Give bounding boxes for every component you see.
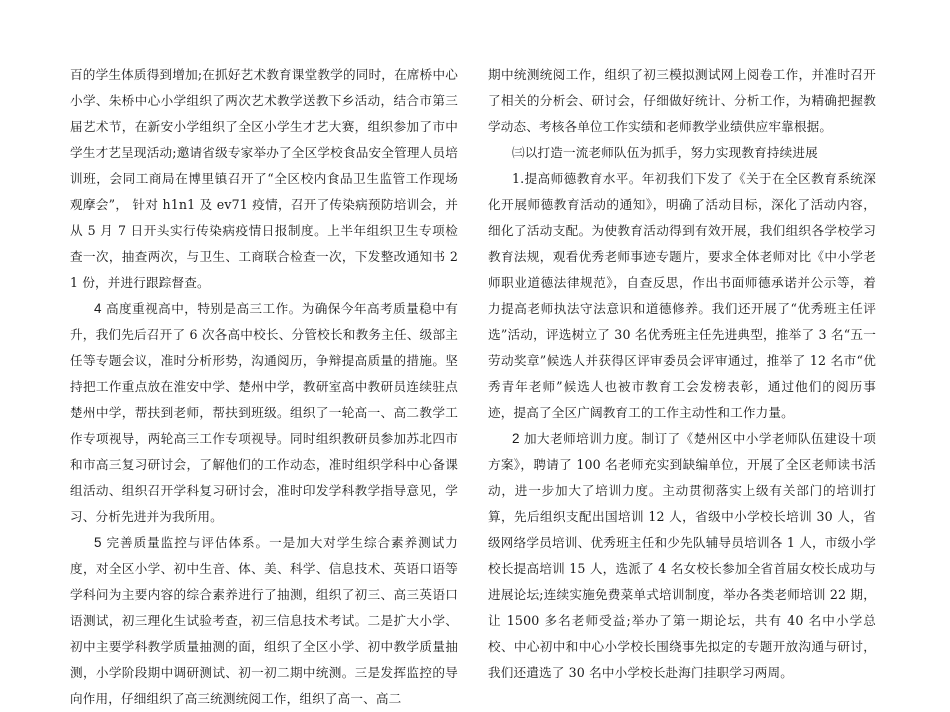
paragraph-item-5 [70, 530, 458, 712]
paragraph-item-2 [488, 426, 876, 686]
section-heading: ㈢以打造一流老师队伍为抓手，努力实现教育持续进展 [512, 145, 818, 160]
paragraph-text: 完善质量监控与评估体系。一是加大对学生综合素养测试力度，对全区小学、初中生音、体、美、科学、信息技术、英语口语等学科问为主要内容的综合素养进行了抽测，组织了初三、高三英语口语测试，初三理化生试验考查，初三信息技术考试。二是扩大小学、初中主要学科教学质量抽测的面，组织了全区小学、初中教学质量抽测，小学阶段期中调研测试、初一初二期中统测。三是发挥监控的导向作用，仔细组织了高三统测统阅工作，组织了高一、高二 [70, 535, 458, 706]
paragraph-item-1: 1.提高师德教育水平。年初我们下发了《关于在全区教育系统深化开展师德教育活动的通知》，明确了活动目标，深化了活动内容，细化了活动支配。为使教育活动得到有效开展，我们组织各学校学习教育法规，观看优秀老师事迹专题片，要求全体老师对比《中小学老师职业道德法律规范》，自查反思，作出书面师德承诺并公示等，着力提高老师执法守法意识和道德修养。我们还开展了“优秀班主任评选”活动，评选树立了 30 名优秀班主任先进典型，推举了 3 名“五一劳动奖章”候选人并获得区评审委员会评审通过，推举了 12 名市“优秀青年老师”候选人也被市教育工会发榜表彰，通过他们的阅历事迹，提高了全区广阔教育工的工作主动性和工作力量。 [488, 171, 876, 420]
right-column [488, 62, 876, 686]
paragraph-continued: 百的学生体质得到增加;在抓好艺术教育课堂教学的同时，在席桥中心小学、朱桥中心小学组织了两次艺术教学送教下乡活动，结合市第三届艺术节，在新安小学组织了全区小学生才艺大赛，组织参加了市中学生才艺呈现活动;邀请省级专家举办了全区学校食品安全管理人员培训班，会同工商局在博里镇召开了“全区校内食品卫生监管工作现场观摩会”， 针对 h1n1 及 ev71 疫情，召开了传染病预防培训会，并从 5 月 7 日开头实行传染病疫情日报制度。上半年组织卫生专项检查一次，抽查两次，与卫生、工商联合检查一次，下发整改通知书 21 份，并进行跟踪督查。 [70, 67, 458, 290]
item-number: 4 [94, 301, 102, 316]
paragraph-continued: 期中统测统阅工作，组织了初三模拟测试网上阅卷工作，并准时召开了相关的分析会、研讨会，仔细做好统计、分析工作，为精确把握教学动态、考核各单位工作实绩和老师教学业绩供应牢靠根据。 [488, 67, 876, 134]
paragraph-text: 高度重视高中，特别是高三工作。为确保今年高考质量稳中有升，我们先后召开了 6 次各高中校长、分管校长和教务主任、级部主任等专题会议，准时分析形势，沟通阅历，争辩提高质量的措施。坚持把工作重点放在淮安中学、楚州中学，教研室高中教研员连续驻点楚州中学，帮扶到老师，帮扶到班级。组织了一轮高一、高二教学工作专项视导，两轮高三工作专项视导。同时组织教研员参加苏北四市和市高三复习研讨会，了解他们的工作动态，准时组织学科中心备课组活动、组织召开学科复习研讨会，准时印发学科教学指导意见，学习、分析先进并为我所用。 [70, 301, 458, 524]
item-number: 5 [94, 535, 102, 550]
paragraph-item-4 [70, 296, 458, 530]
paragraph-text: 加大老师培训力度。制订了《楚州区中小学老师队伍建设十项方案》，聘请了 100 名老师充实到缺编单位，开展了全区老师读书活动，进一步加大了培训力度。主动贯彻落实上级有关部门的培训打算，先后组织支配出国培训 12 人，省级中小学校长培训 30 人，省级网络学员培训、优秀班主任和少先队辅导员培训各 1 人，市级小学校长提高培训 15 人，选派了 4 名女校长参加全省首届女校长成功与进展论坛;连续实施免费菜单式培训制度，举办各类老师培训 22 期，让 1500 多名老师受益;举办了第一期论坛，共有 40 名中小学总校、中心初中和中心小学校长围绕事先拟定的专题开放沟通与研讨，我们还遣选了 30 名中小学校长赴海门挂职学习两周。 [488, 431, 876, 680]
left-column [70, 62, 458, 712]
item-number: 2 [512, 431, 520, 446]
